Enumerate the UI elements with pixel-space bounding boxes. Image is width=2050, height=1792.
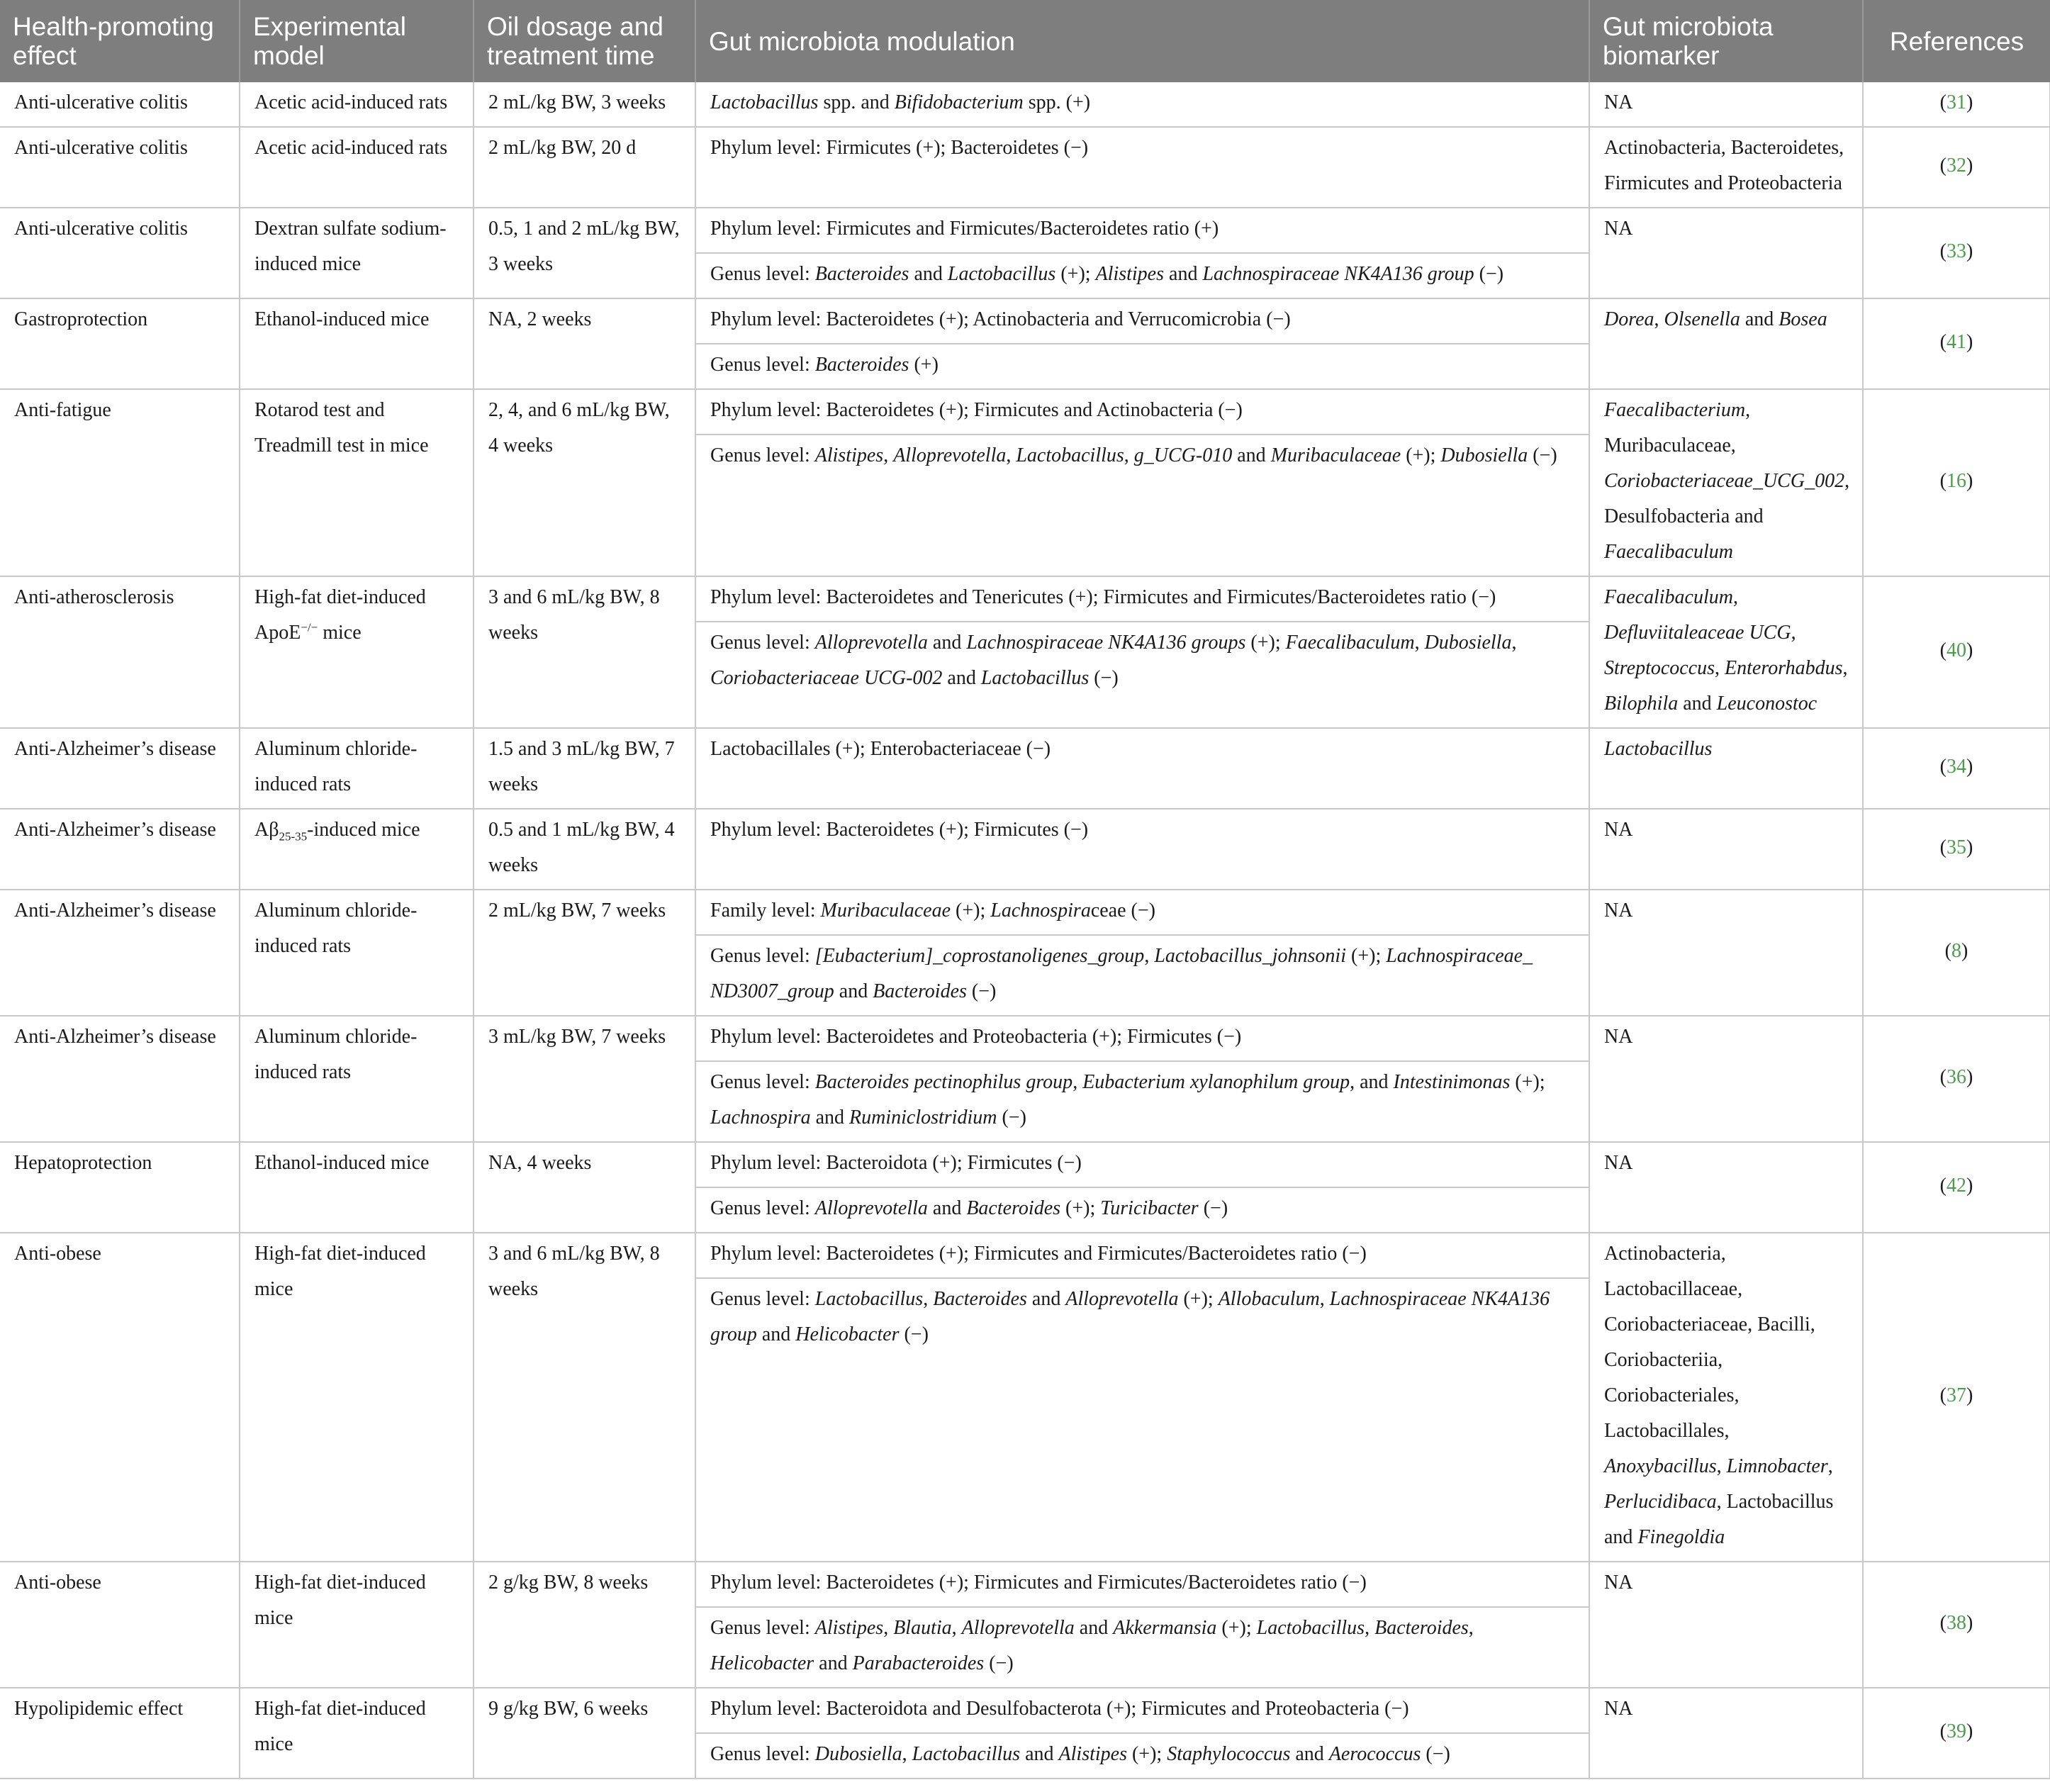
cell-model: Aluminum chloride-induced rats [240, 728, 474, 809]
cell-modulation [695, 576, 1589, 728]
cell-effect: Anti-ulcerative colitis [0, 127, 240, 208]
cell-dosage: 2 mL/kg BW, 3 weeks [474, 82, 695, 127]
cell-modulation [695, 127, 1589, 208]
cell-dosage: 0.5 and 1 mL/kg BW, 4 weeks [474, 809, 695, 890]
cell-dosage: 2 mL/kg BW, 20 d [474, 127, 695, 208]
modulation-line: Genus level: Dubosiella, Lactobacillus and Alistipes (+); Staphylococcus and Aerococcus (−) [696, 1732, 1589, 1778]
cell-reference: (35) [1863, 809, 2050, 890]
modulation-line: Genus level: Alistipes, Alloprevotella, Lactobacillus, g_UCG-010 and Muribaculaceae (+); Dubosiella (−) [696, 434, 1589, 479]
table-row [0, 1562, 2050, 1688]
cell-model: Ethanol-induced mice [240, 298, 474, 389]
modulation-line: Phylum level: Bacteroidetes (+); Actinobacteria and Verrucomicrobia (−) [710, 308, 1291, 330]
cell-effect: Anti-Alzheimer’s disease [0, 809, 240, 890]
cell-modulation [695, 890, 1589, 1016]
modulation-line: Phylum level: Bacteroidetes and Proteobacteria (+); Firmicutes (−) [710, 1026, 1242, 1048]
cell-biomarker: NA [1589, 1016, 1863, 1142]
modulation-line: Genus level: [Eubacterium]_coprostanoligenes_group, Lactobacillus_johnsonii (+); Lachnospiraceae_ ND3007_group and Bacteroides (−) [696, 934, 1589, 1015]
cell-dosage: NA, 2 weeks [474, 298, 695, 389]
cell-model: High-fat diet-induced mice [240, 1233, 474, 1562]
table-row [0, 298, 2050, 389]
table-row [0, 728, 2050, 809]
cell-reference: (16) [1863, 389, 2050, 576]
cell-biomarker: NA [1589, 1562, 1863, 1688]
modulation-line: Phylum level: Firmicutes (+); Bacteroidetes (−) [710, 137, 1089, 159]
cell-model: High-fat diet-induced mice [240, 1562, 474, 1688]
cell-reference: (31) [1863, 82, 2050, 127]
cell-modulation [695, 1233, 1589, 1562]
cell-biomarker: Lactobacillus [1589, 728, 1863, 809]
cell-effect: Anti-fatigue [0, 389, 240, 576]
cell-reference: (36) [1863, 1016, 2050, 1142]
cell-model: Aluminum chloride-induced rats [240, 890, 474, 1016]
cell-modulation [695, 389, 1589, 576]
cell-biomarker: NA [1589, 809, 1863, 890]
header-modulation: Gut microbiota modulation [695, 0, 1589, 82]
cell-model: Aluminum chloride-induced rats [240, 1016, 474, 1142]
modulation-line: Phylum level: Bacteroidota (+); Firmicutes (−) [710, 1152, 1082, 1174]
table-row [0, 1016, 2050, 1142]
modulation-line: Phylum level: Bacteroidota and Desulfobacterota (+); Firmicutes and Proteobacteria (−) [710, 1698, 1409, 1720]
reference-link[interactable]: 33 [1947, 240, 1966, 262]
cell-reference: (41) [1863, 298, 2050, 389]
reference-link[interactable]: 38 [1947, 1612, 1966, 1634]
reference-link[interactable]: 40 [1947, 639, 1966, 661]
modulation-line: Phylum level: Bacteroidetes (+); Firmicutes and Actinobacteria (−) [710, 399, 1243, 421]
cell-reference: (32) [1863, 127, 2050, 208]
cell-modulation [695, 1562, 1589, 1688]
cell-model: Dextran sulfate sodium-induced mice [240, 208, 474, 298]
modulation-line: Phylum level: Bacteroidetes and Tenericutes (+); Firmicutes and Firmicutes/Bacteroidetes ratio (−) [710, 586, 1496, 608]
header-row [0, 0, 2050, 82]
table-row [0, 389, 2050, 576]
cell-biomarker: NA [1589, 208, 1863, 298]
table-row [0, 127, 2050, 208]
cell-model: Ethanol-induced mice [240, 1142, 474, 1233]
modulation-line: Genus level: Alloprevotella and Bacteroides (+); Turicibacter (−) [696, 1187, 1589, 1232]
reference-link[interactable]: 39 [1947, 1720, 1966, 1742]
reference-link[interactable]: 32 [1947, 155, 1966, 177]
cell-model: Rotarod test and Treadmill test in mice [240, 389, 474, 576]
cell-biomarker: Actinobacteria, Bacteroidetes, Firmicutes and Proteobacteria [1589, 127, 1863, 208]
cell-dosage: NA, 4 weeks [474, 1142, 695, 1233]
cell-dosage: 3 mL/kg BW, 7 weeks [474, 1016, 695, 1142]
table-row [0, 809, 2050, 890]
cell-dosage: 9 g/kg BW, 6 weeks [474, 1688, 695, 1779]
modulation-line: Lactobacillales (+); Enterobacteriaceae (−) [710, 738, 1051, 760]
cell-effect: Anti-atherosclerosis [0, 576, 240, 728]
reference-link[interactable]: 36 [1947, 1066, 1966, 1088]
table-body [0, 82, 2050, 1779]
cell-biomarker: NA [1589, 82, 1863, 127]
header-dosage: Oil dosage and treatment time [474, 0, 695, 82]
cell-reference: (40) [1863, 576, 2050, 728]
cell-modulation [695, 208, 1589, 298]
cell-modulation [695, 298, 1589, 389]
reference-link[interactable]: 35 [1947, 836, 1966, 858]
table-row [0, 208, 2050, 298]
cell-model: High-fat diet-induced ApoE−/− mice [240, 576, 474, 728]
modulation-line: Genus level: Alistipes, Blautia, Alloprevotella and Akkermansia (+); Lactobacillus, Bacteroides, Helicobacter and Parabacteroides (−) [696, 1606, 1589, 1687]
cell-reference: (8) [1863, 890, 2050, 1016]
modulation-line: Genus level: Bacteroides (+) [696, 343, 1589, 388]
table-row [0, 576, 2050, 728]
reference-link[interactable]: 34 [1947, 756, 1966, 778]
cell-effect: Anti-obese [0, 1233, 240, 1562]
cell-dosage: 1.5 and 3 mL/kg BW, 7 weeks [474, 728, 695, 809]
cell-biomarker: Faecalibaculum, Defluviitaleaceae UCG, Streptococcus, Enterorhabdus, Bilophila and Leuconostoc [1589, 576, 1863, 728]
cell-modulation [695, 809, 1589, 890]
modulation-line: Phylum level: Bacteroidetes (+); Firmicutes and Firmicutes/Bacteroidetes ratio (−) [710, 1243, 1367, 1265]
table-row [0, 1142, 2050, 1233]
table-row [0, 1233, 2050, 1562]
cell-modulation [695, 728, 1589, 809]
cell-model: Acetic acid-induced rats [240, 82, 474, 127]
modulation-line: Phylum level: Bacteroidetes (+); Firmicutes (−) [710, 819, 1089, 841]
header-model: Experimental model [240, 0, 474, 82]
reference-link[interactable]: 42 [1947, 1175, 1966, 1197]
cell-effect: Anti-Alzheimer’s disease [0, 728, 240, 809]
reference-link[interactable]: 16 [1947, 470, 1966, 492]
cell-reference: (42) [1863, 1142, 2050, 1233]
cell-modulation [695, 1688, 1589, 1779]
reference-link[interactable]: 37 [1947, 1384, 1966, 1406]
reference-link[interactable]: 41 [1947, 331, 1966, 353]
cell-modulation [695, 82, 1589, 127]
cell-effect: Anti-ulcerative colitis [0, 208, 240, 298]
modulation-line: Genus level: Lactobacillus, Bacteroides and Alloprevotella (+); Allobaculum, Lachnospiraceae NK4A136 group and Helicobacter (−) [696, 1277, 1589, 1358]
table-row [0, 1688, 2050, 1779]
table-header [0, 0, 2050, 82]
cell-model: High-fat diet-induced mice [240, 1688, 474, 1779]
cell-reference: (38) [1863, 1562, 2050, 1688]
cell-reference: (34) [1863, 728, 2050, 809]
cell-modulation [695, 1016, 1589, 1142]
table-row [0, 82, 2050, 127]
cell-biomarker: Faecalibacterium, Muribaculaceae, Coriobacteriaceae_UCG_002, Desulfobacteria and Faecalibaculum [1589, 389, 1863, 576]
cell-biomarker: NA [1589, 1142, 1863, 1233]
modulation-line: Family level: Muribaculaceae (+); Lachnospiraceae (−) [710, 900, 1155, 922]
table-row [0, 890, 2050, 1016]
header-effect: Health-promoting effect [0, 0, 240, 82]
cell-effect: Gastroprotection [0, 298, 240, 389]
cell-effect: Hypolipidemic effect [0, 1688, 240, 1779]
modulation-line: Phylum level: Bacteroidetes (+); Firmicutes and Firmicutes/Bacteroidetes ratio (−) [710, 1572, 1367, 1594]
cell-reference: (39) [1863, 1688, 2050, 1779]
reference-link[interactable]: 31 [1947, 91, 1966, 113]
cell-reference: (37) [1863, 1233, 2050, 1562]
cell-reference: (33) [1863, 208, 2050, 298]
cell-effect: Hepatoprotection [0, 1142, 240, 1233]
cell-biomarker: Dorea, Olsenella and Bosea [1589, 298, 1863, 389]
cell-effect: Anti-Alzheimer’s disease [0, 1016, 240, 1142]
modulation-line: Genus level: Bacteroides and Lactobacillus (+); Alistipes and Lachnospiraceae NK4A136 group (−) [696, 252, 1589, 298]
reference-link[interactable]: 8 [1951, 940, 1961, 962]
cell-dosage: 2, 4, and 6 mL/kg BW, 4 weeks [474, 389, 695, 576]
cell-dosage: 0.5, 1 and 2 mL/kg BW, 3 weeks [474, 208, 695, 298]
modulation-line: Lactobacillus spp. and Bifidobacterium spp. (+) [710, 91, 1091, 113]
modulation-line: Genus level: Alloprevotella and Lachnospiraceae NK4A136 groups (+); Faecalibaculum, Dubosiella, Coriobacteriaceae UCG-002 and Lactobacillus (−) [696, 621, 1589, 702]
modulation-line: Genus level: Bacteroides pectinophilus group, Eubacterium xylanophilum group, and Intestinimonas (+); Lachnospira and Ruminiclostridium (−) [696, 1060, 1589, 1141]
cell-model: Acetic acid-induced rats [240, 127, 474, 208]
header-references: References [1863, 0, 2050, 82]
header-biomarker: Gut microbiota biomarker [1589, 0, 1863, 82]
cell-biomarker: Actinobacteria, Lactobacillaceae, Coriobacteriaceae, Bacilli, Coriobacteriia, Coriobacteriales, Lactobacillales, Anoxybacillus, Limnobacter, Perlucidibaca, Lactobacillus and Finegoldia [1589, 1233, 1863, 1562]
cell-effect: Anti-obese [0, 1562, 240, 1688]
cell-effect: Anti-ulcerative colitis [0, 82, 240, 127]
modulation-line: Phylum level: Firmicutes and Firmicutes/Bacteroidetes ratio (+) [710, 218, 1219, 240]
cell-dosage: 3 and 6 mL/kg BW, 8 weeks [474, 1233, 695, 1562]
cell-dosage: 2 mL/kg BW, 7 weeks [474, 890, 695, 1016]
cell-effect: Anti-Alzheimer’s disease [0, 890, 240, 1016]
cell-modulation [695, 1142, 1589, 1233]
cell-biomarker: NA [1589, 1688, 1863, 1779]
cell-dosage: 2 g/kg BW, 8 weeks [474, 1562, 695, 1688]
cell-model: $A\beta_{25-35}$-induced mice [240, 809, 474, 890]
cell-biomarker: NA [1589, 890, 1863, 1016]
cell-dosage: 3 and 6 mL/kg BW, 8 weeks [474, 576, 695, 728]
